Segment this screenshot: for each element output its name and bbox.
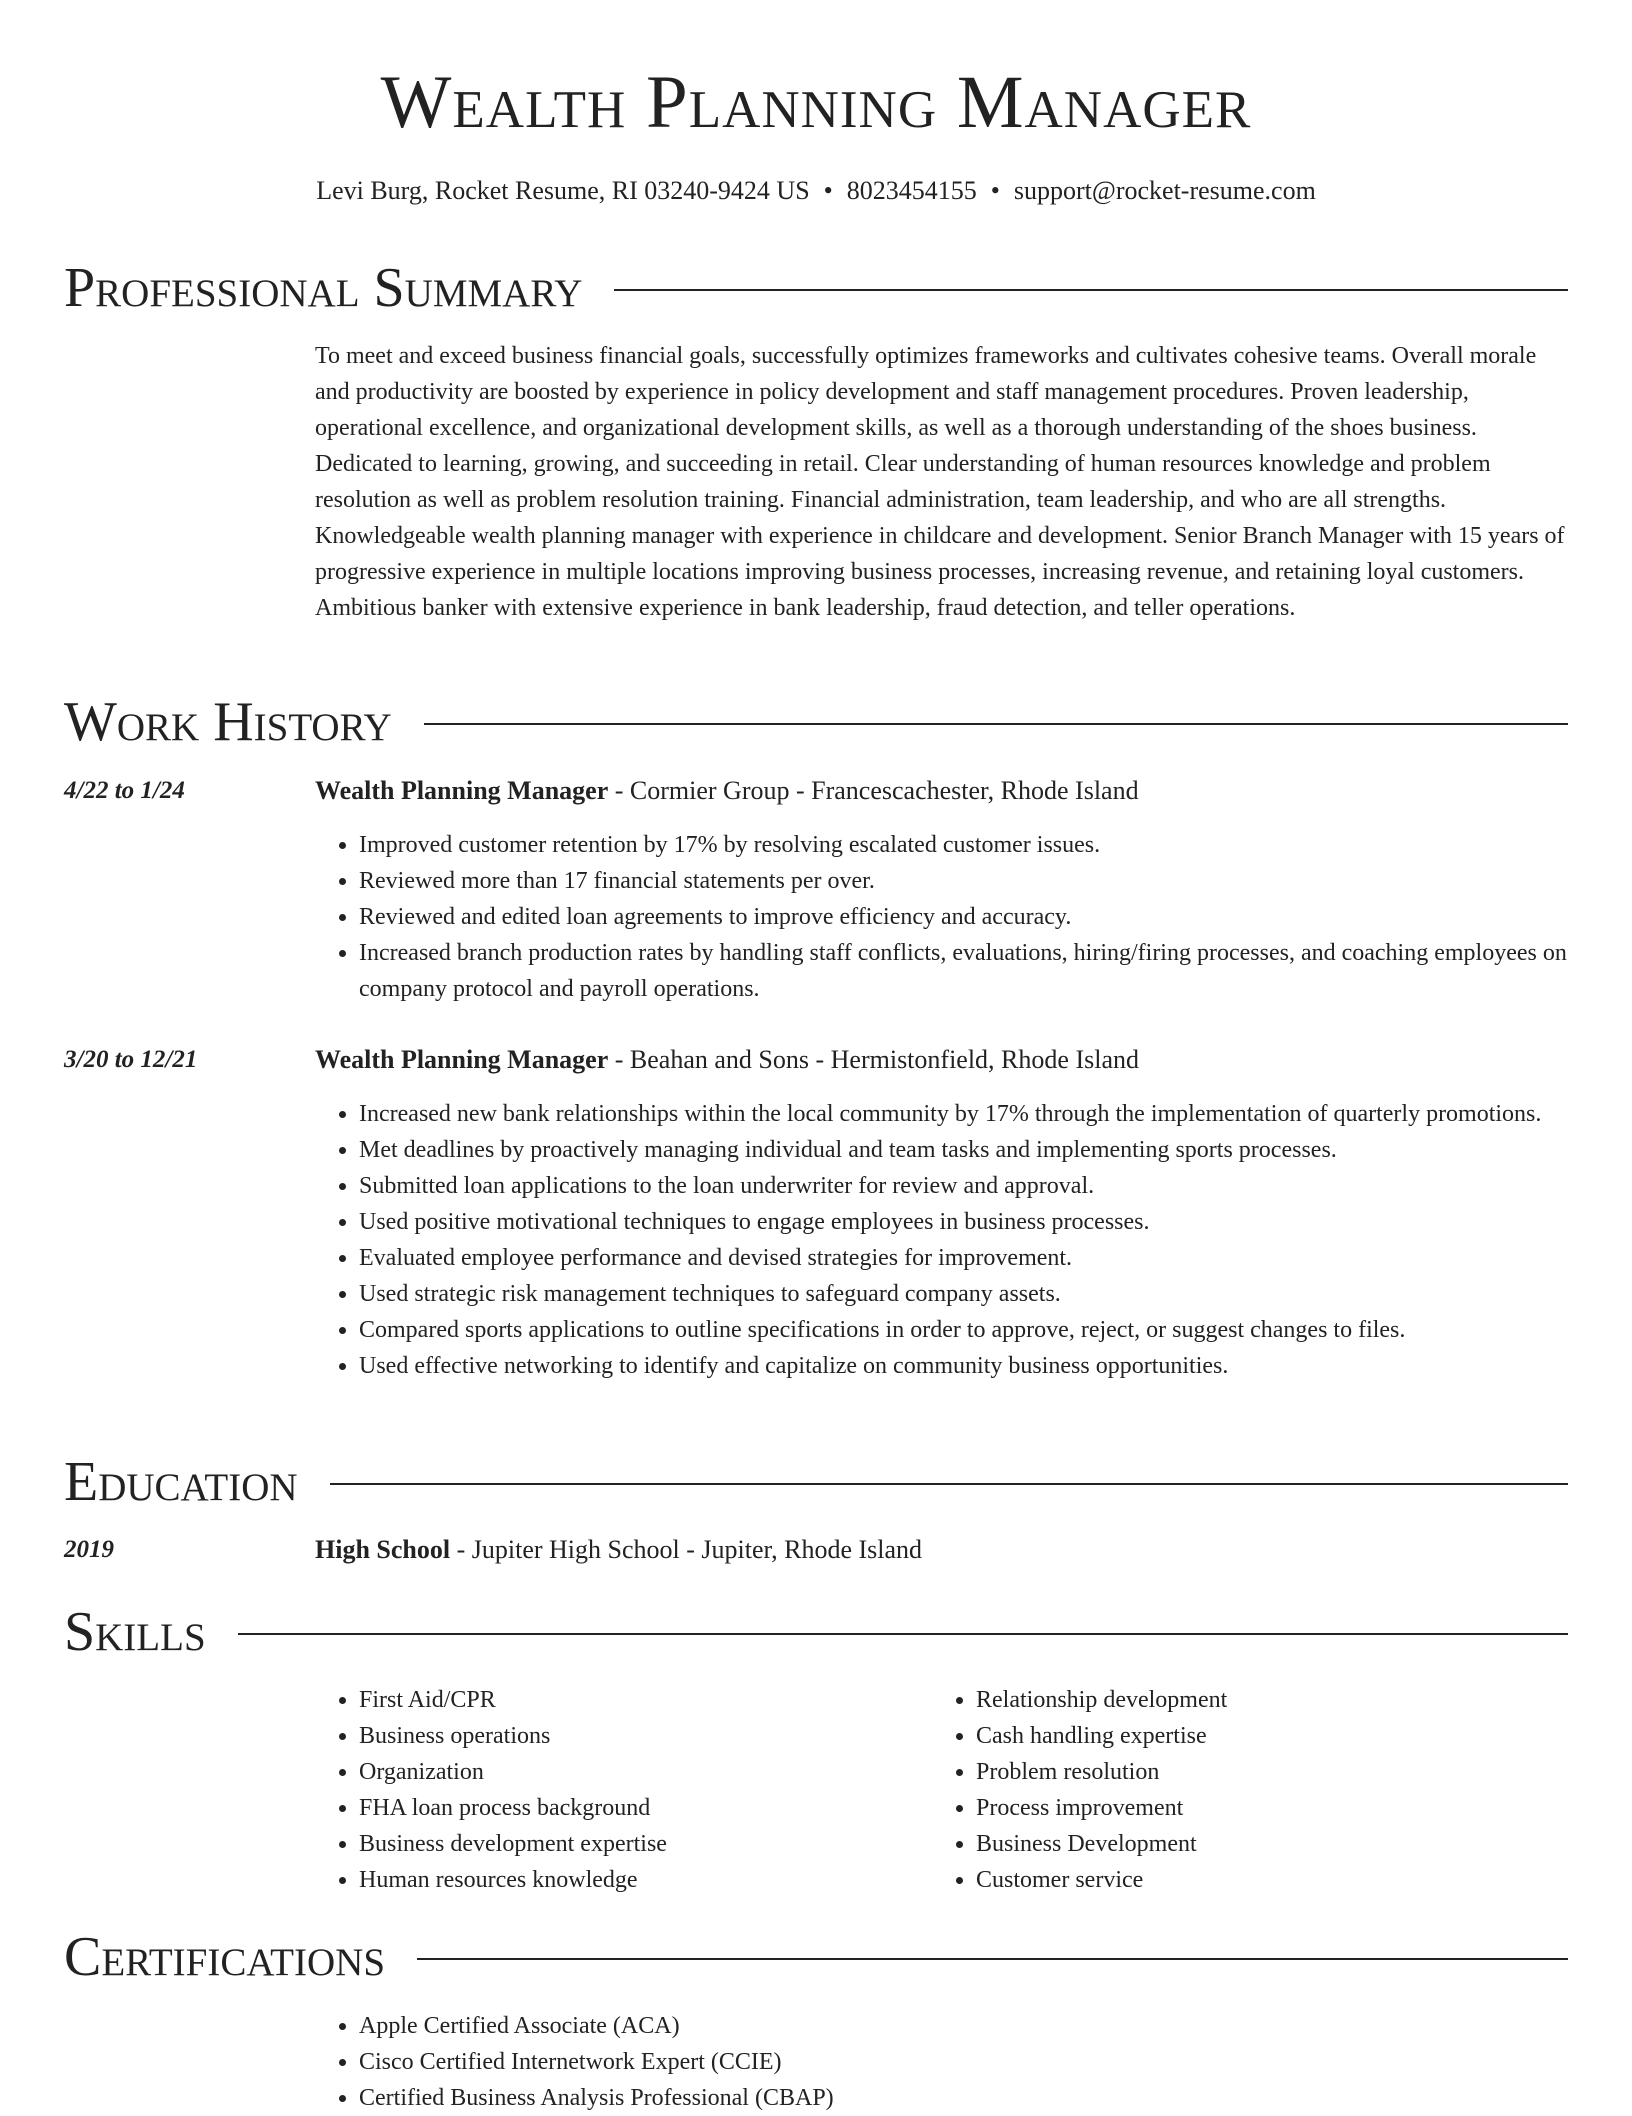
job-bullets xyxy=(315,1096,1612,1384)
job-dates: 4/22 to 1/24 xyxy=(64,777,185,804)
contact-separator: • xyxy=(990,176,1000,205)
section-heading: Professional Summary xyxy=(64,257,583,319)
list-item: • Used positive motivational techniques to engage employees in business processes. xyxy=(359,1204,1612,1240)
section-header-skills xyxy=(64,1600,1568,1664)
section-divider xyxy=(417,1958,1568,1960)
education-school: - Jupiter High School - Jupiter, Rhode Island xyxy=(450,1535,923,1564)
list-item: • Reviewed more than 17 financial statements per over. xyxy=(359,863,1612,899)
contact-phone[interactable]: 8023454155 xyxy=(846,176,977,205)
skill-item: • Problem resolution xyxy=(976,1754,1612,1790)
education-degree: High School xyxy=(315,1535,451,1564)
skill-item: • Customer service xyxy=(976,1862,1612,1898)
education-heading xyxy=(315,1533,1568,1567)
skill-item: • FHA loan process background xyxy=(359,1790,919,1826)
list-item: • Compared sports applications to outline specifications in order to approve, reject, or suggest changes to files. xyxy=(359,1312,1612,1348)
resume-title: Wealth Planning Manager xyxy=(380,61,1252,144)
section-heading: Education xyxy=(64,1451,298,1513)
certification-item: • Certified Business Analysis Professional (CBAP) xyxy=(359,2080,1612,2116)
list-item: • Met deadlines by proactively managing individual and team tasks and implementing sports processes. xyxy=(359,1132,1612,1168)
job-title: Wealth Planning Manager xyxy=(315,776,609,805)
contact-line xyxy=(0,174,1632,208)
skill-item: • Human resources knowledge xyxy=(359,1862,919,1898)
list-item: • Used effective networking to identify and capitalize on community business opportunities. xyxy=(359,1348,1612,1384)
skill-item: • First Aid/CPR xyxy=(359,1682,919,1718)
section-header-certifications xyxy=(64,1925,1568,1989)
skill-item: • Process improvement xyxy=(976,1790,1612,1826)
skills-list-left xyxy=(315,1682,919,1898)
section-header-summary xyxy=(64,256,1568,320)
skill-item: • Business Development xyxy=(976,1826,1612,1862)
skill-item: • Business operations xyxy=(359,1718,919,1754)
education-year: 2019 xyxy=(64,1536,114,1563)
contact-separator: • xyxy=(823,176,833,205)
job-employer: - Beahan and Sons - Hermistonfield, Rhode Island xyxy=(608,1045,1139,1074)
section-header-work-history xyxy=(64,690,1568,754)
section-divider xyxy=(330,1483,1568,1485)
certification-item: • Apple Certified Associate (ACA) xyxy=(359,2008,1612,2044)
section-divider xyxy=(238,1633,1568,1635)
skills-list-right xyxy=(932,1682,1612,1898)
job-dates: 3/20 to 12/21 xyxy=(64,1046,198,1073)
section-header-education xyxy=(64,1450,1568,1514)
job-heading xyxy=(315,1043,1568,1077)
section-heading: Certifications xyxy=(64,1926,386,1988)
list-item: • Evaluated employee performance and devised strategies for improvement. xyxy=(359,1240,1612,1276)
contact-email[interactable]: support@rocket-resume.com xyxy=(1013,176,1316,205)
skill-item: • Relationship development xyxy=(976,1682,1612,1718)
list-item: • Reviewed and edited loan agreements to improve efficiency and accuracy. xyxy=(359,899,1612,935)
list-item: • Used strategic risk management techniques to safeguard company assets. xyxy=(359,1276,1612,1312)
skill-item: • Organization xyxy=(359,1754,919,1790)
list-item: • Submitted loan applications to the loan underwriter for review and approval. xyxy=(359,1168,1612,1204)
list-item: • Increased new bank relationships within the local community by 17% through the implementation of quarterly promotions. xyxy=(359,1096,1612,1132)
job-heading xyxy=(315,774,1568,808)
section-heading: Skills xyxy=(64,1601,206,1663)
section-heading: Work History xyxy=(64,691,392,753)
contact-address: Levi Burg, Rocket Resume, RI 03240-9424 US xyxy=(316,176,810,205)
job-employer: - Cormier Group - Francescachester, Rhode Island xyxy=(608,776,1139,805)
certification-item: • Cisco Certified Internetwork Expert (CCIE) xyxy=(359,2044,1612,2080)
job-title: Wealth Planning Manager xyxy=(315,1045,609,1074)
summary-text: To meet and exceed business financial goals, successfully optimizes frameworks and cultivates cohesive teams. Overall morale and productivity are boosted by experience in policy development and staff management procedures. Proven leadership, operational excellence, and organizational development skills, as well as a thorough understanding of the shoes business. Dedicated to learning, growing, and succeeding in retail. Clear understanding of human resources knowledge and problem resolution as well as problem resolution training. Financial administration, team leadership, and who are all strengths. Knowledgeable wealth planning manager with experience in childcare and development. Senior Branch Manager with 15 years of progressive experience in multiple locations improving business processes, increasing revenue, and retaining loyal customers. Ambitious banker with extensive experience in bank leadership, fraud detection, and teller operations. xyxy=(315,343,1565,621)
skill-item: • Cash handling expertise xyxy=(976,1718,1612,1754)
list-item: • Increased branch production rates by handling staff conflicts, evaluations, hiring/firing processes, and coaching employees on company protocol and payroll operations. xyxy=(359,935,1612,1007)
list-item: • Improved customer retention by 17% by resolving escalated customer issues. xyxy=(359,827,1612,863)
job-bullets xyxy=(315,827,1612,1007)
skill-item: • Business development expertise xyxy=(359,1826,919,1862)
section-divider xyxy=(424,723,1568,725)
section-divider xyxy=(614,289,1568,291)
certifications-list xyxy=(315,2008,1612,2116)
